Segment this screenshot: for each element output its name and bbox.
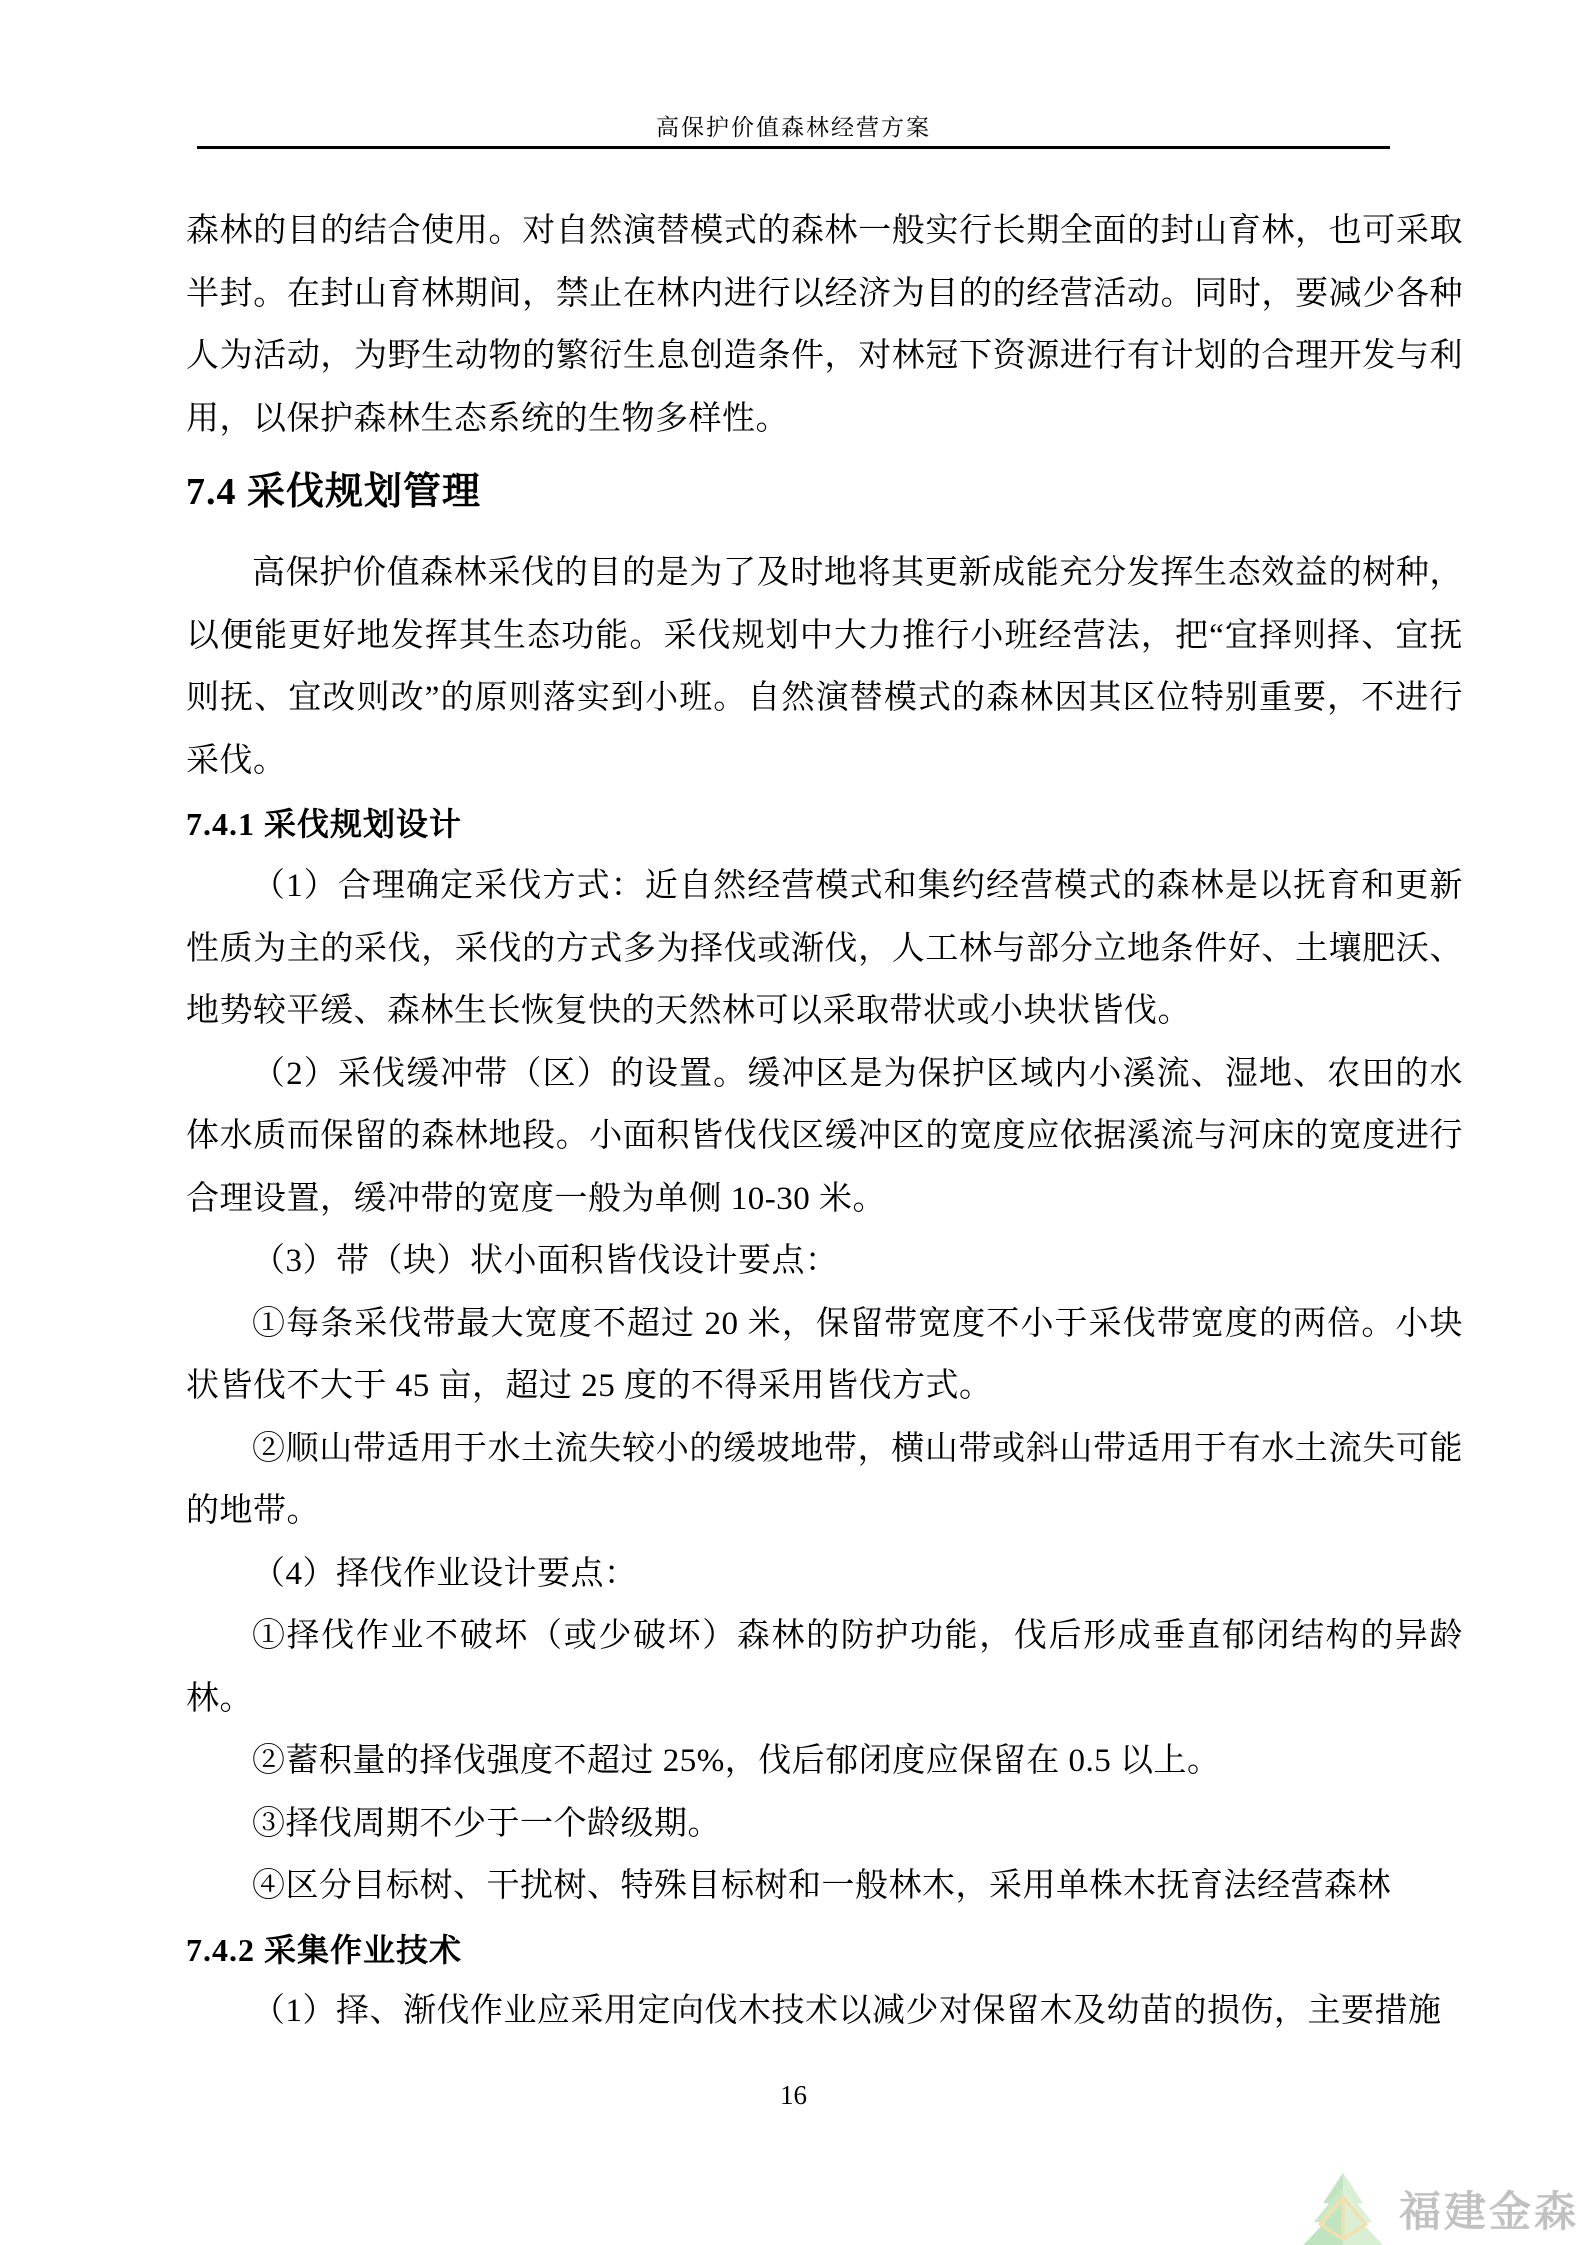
paragraph-7-4-1-item: （4）择伐作业设计要点： [252, 1555, 638, 1592]
paragraph-7-4-1-item: （1）合理确定采伐方式：近自然经营模式和集约经营模式的森林是以抚育和更新性质为主的采伐，采伐的方式多为择伐或渐伐，人工林与部分立地条件好、土壤肥沃、地势较平缓、森林生长恢复快的天然林可以采取带状或小块状皆伐。 [186, 868, 1463, 1029]
paragraph-7-4-1-item: （2）采伐缓冲带（区）的设置。缓冲区是为保护区域内小溪流、湿地、农田的水体水质而保留的森林地段。小面积皆伐伐区缓冲区的宽度应依据溪流与河床的宽度进行合理设置，缓冲带的宽度一般为单侧 10-30 米。 [186, 1055, 1463, 1217]
section-heading-7-4: 7.4 采伐规划管理 [186, 471, 482, 513]
header-rule [197, 146, 1390, 149]
paragraph-7-4: 高保护价值森林采伐的目的是为了及时地将其更新成能充分发挥生态效益的树种，以便能更好地发挥其生态功能。采伐规划中大力推行小班经营法，把“宜择则择、宜抚则抚、宜改则改”的原则落实到小班。自然演替模式的森林因其区位特别重要，不进行采伐。 [186, 555, 1463, 779]
paragraph-7-4-1-item: ①每条采伐带最大宽度不超过 20 米，保留带宽度不小于采伐带宽度的两倍。小块状皆伐不大于 45 亩，超过 25 度的不得采用皆伐方式。 [186, 1305, 1463, 1404]
paragraph-7-4-1-item: ②顺山带适用于水土流失较小的缓坡地带，横山带或斜山带适用于有水土流失可能的地带。 [186, 1430, 1463, 1529]
company-name: 福建金森 [1398, 2188, 1579, 2235]
paragraph-intro: 森林的目的结合使用。对自然演替模式的森林一般实行长期全面的封山育林，也可采取半封。在封山育林期间，禁止在林内进行以经济为目的的经营活动。同时，要减少各种人为活动，为野生动物的繁衍生息创造条件，对林冠下资源进行有计划的合理开发与利用，以保护森林生态系统的生物多样性。 [186, 213, 1463, 437]
company-logo [1295, 2171, 1579, 2245]
subsection-heading-7-4-2: 7.4.2 采集作业技术 [186, 1931, 463, 1968]
paragraph-7-4-1-item: ③择伐周期不少于一个龄级期。 [252, 1805, 721, 1842]
header-title: 高保护价值森林经营方案 [656, 115, 931, 140]
paragraph-7-4-2-item: （1）择、渐伐作业应采用定向伐木技术以减少对保留木及幼苗的损伤，主要措施 [252, 1992, 1442, 2029]
paragraph-7-4-1-item: ①择伐作业不破坏（或少破坏）森林的防护功能，伐后形成垂直郁闭结构的异龄林。 [186, 1618, 1463, 1717]
paragraph-7-4-1-item: ②蓄积量的择伐强度不超过 25%，伐后郁闭度应保留在 0.5 以上。 [252, 1743, 1221, 1779]
document-body [186, 200, 1463, 2042]
subsection-heading-7-4-1: 7.4.1 采伐规划设计 [186, 806, 463, 842]
paragraph-7-4-1-item: （3）带（块）状小面积皆伐设计要点： [252, 1243, 839, 1279]
page-number: 16 [780, 2080, 807, 2110]
paragraph-7-4-1-item: ④区分目标树、干扰树、特殊目标树和一般林木，采用单株木抚育法经营森林 [252, 1868, 1391, 1904]
pine-tree-icon [1295, 2171, 1391, 2245]
